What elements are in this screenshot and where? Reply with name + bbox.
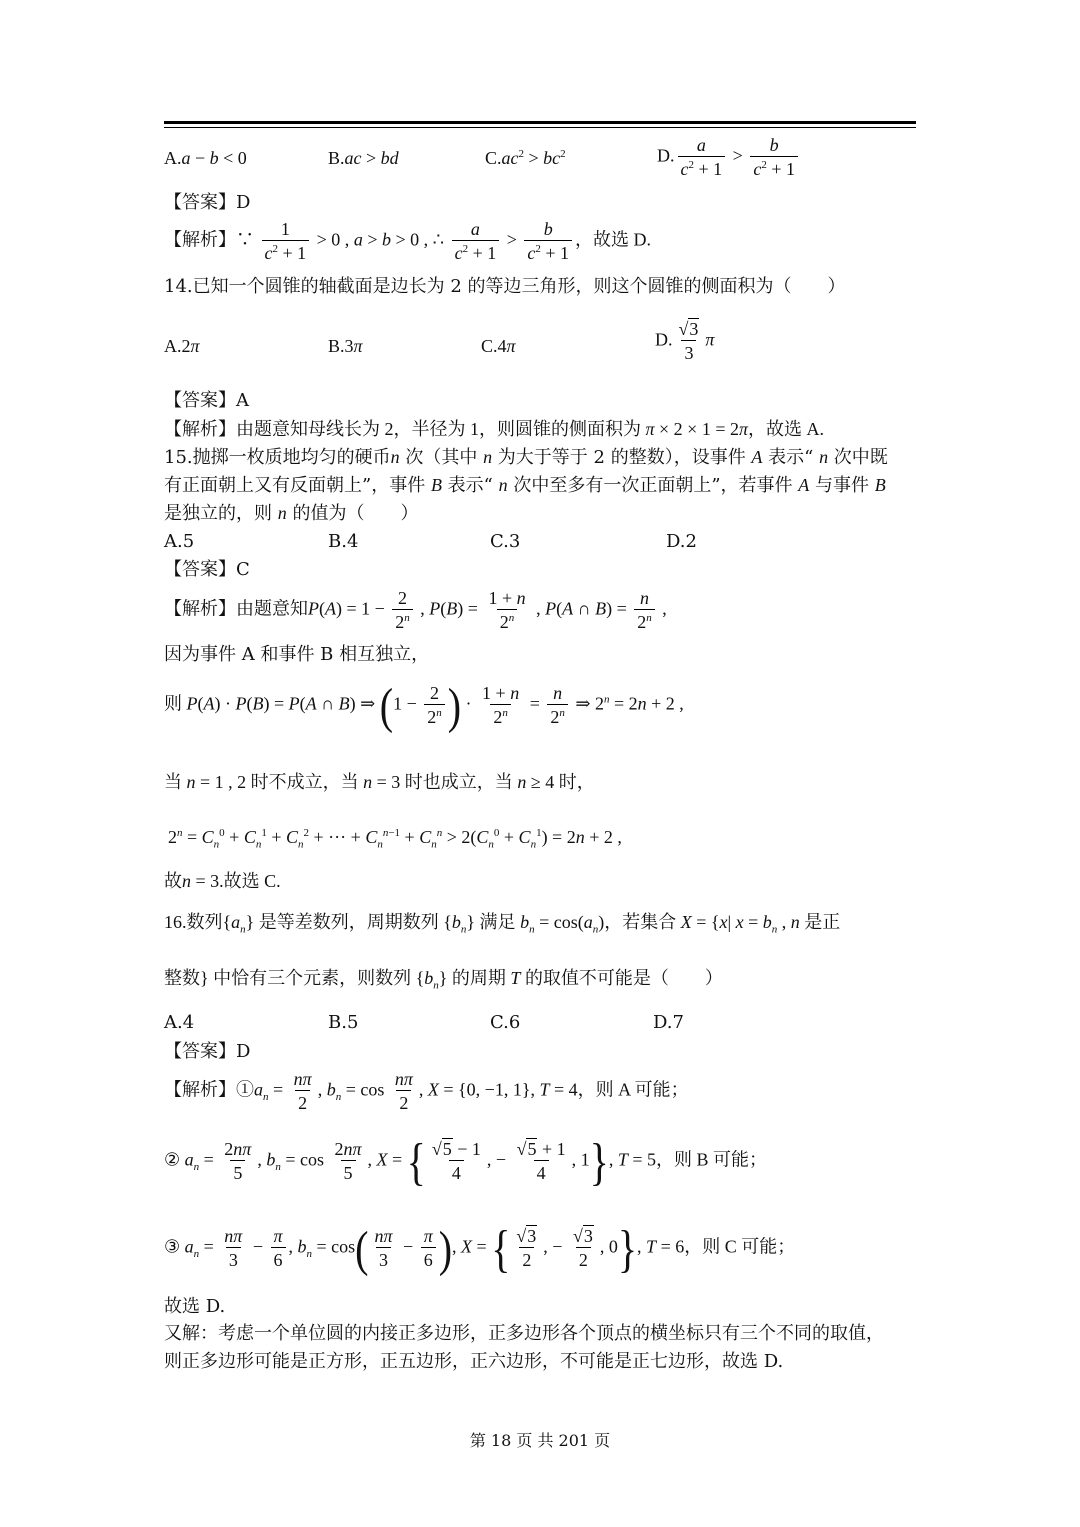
- q16-case2: ② $a_n$ = $\frac{2n\pi}{5}$ , $b_n = \cos$ $\frac{2n\pi}{5}$ , X = { $\frac{√5 - 1}{4}$ , − $\frac{√5 + 1}{4}$ , 1}, T = 5，则 B 可能；: [164, 1131, 768, 1191]
- q16-alt-line1: 又解：考虑一个单位圆的内接正多边形，正多边形各个顶点的横坐标只有三个不同的取值，: [164, 1323, 884, 1344]
- q15-option-a: A.5: [164, 531, 195, 552]
- q14-option-a: A.2π: [164, 336, 200, 356]
- q13-option-d: D. $\frac{a}{c^2 + 1}$ > $\frac{b}{c^2 + 1}$: [657, 134, 801, 181]
- q13-answer: 【答案】D: [164, 192, 251, 213]
- q16-case1: 【解析】$①a_n$ = $\frac{n\pi}{2}$ , $b_n = \cos$ $\frac{n\pi}{2}$ , X = {0, −1, 1}, T = 4，则 A 可能；: [164, 1069, 689, 1113]
- q13-option-c: $C.ac^2 > bc^2$: [485, 148, 566, 168]
- q15-analysis-line1: 【解析】由题意知P(A) = 1 − $\frac{2}{2^n}$ , P(B) = $\frac{1 + n}{2^n}$ , P(A ∩ B) = $\frac{n}{2^n}$ ,: [164, 588, 667, 632]
- q13-option-a: A.a − b < 0: [164, 148, 247, 168]
- q16-conclusion: 故选 D.: [164, 1296, 226, 1317]
- q14-answer: 【答案】A: [164, 390, 249, 411]
- q14-option-d: D. $\frac{√3}{3}$ π: [655, 319, 715, 363]
- q16-option-c: C.6: [490, 1012, 521, 1033]
- q14-option-b: B.3π: [328, 336, 363, 356]
- q15-options: [164, 530, 924, 554]
- q13-analysis: 【解析】∵ $\frac{1}{c^2 + 1}$ > 0 , a > b > 0 , ∴ $\frac{a}{c^2 + 1}$ > $\frac{b}{c^2 + 1}$ ，故选 D.: [164, 219, 652, 263]
- q14-options: [164, 318, 924, 374]
- header-rule-thin: [164, 127, 916, 128]
- q15-cases: 当 n = 1 , 2 时不成立，当 n = 3 时也成立，当 n ≥ 4 时，: [164, 772, 595, 792]
- q16-stem-line1: 16.数列$\{a_n\}$ 是等差数列，周期数列 $\{b_n\}$ 满足 $b_n = \cos(a_n)$，若集合 X = {x| $x = b_n$ , n 是正: [164, 912, 841, 936]
- q16-answer: 【答案】D: [164, 1041, 251, 1062]
- q16-option-b: B.5: [328, 1012, 359, 1033]
- q14-stem: 14.已知一个圆锥的轴截面是边长为 2 的等边三角形，则这个圆锥的侧面积为（ ）: [164, 276, 846, 297]
- q13-options: [164, 135, 924, 190]
- q16-option-d: D.7: [653, 1012, 684, 1033]
- q15-binomial: $2^n = C_n^0 + C_n^1 + C_n^2$ + ··· + $C_n^{n-1} + C_n^n > 2(C_n^0 + C_n^1) = 2n + 2$ ,: [168, 827, 622, 851]
- q15-conclusion: 故n = 3.故选 C.: [164, 871, 281, 891]
- q15-stem-line1: 15.抛掷一枚质地均匀的硬币n 次（其中 n 为大于等于 2 的整数），设事件 A 表示“ n 次中既: [164, 447, 888, 468]
- page-footer: 第 18 页 共 201 页: [469, 1431, 611, 1450]
- q15-independence: 因为事件 A 和事件 B 相互独立，: [164, 644, 430, 665]
- q15-option-d: D.2: [666, 531, 697, 552]
- q16-stem-line2: 整数} 中恰有三个元素，则数列 $\{b_n\}$ 的周期 T 的取值不可能是（ ）: [164, 968, 723, 992]
- q16-case3: ③ $a_n$ = $\frac{n\pi}{3}$ − $\frac{\pi}{6}$ , $b_n = \cos$( $\frac{n\pi}{3}$ − $\frac{\pi}{6}$ ), X = { $\frac{√3}{2}$ , − $\frac{√3}{2}$ , 0}, T = 6，则 C 可能；: [164, 1218, 796, 1278]
- q15-option-c: C.3: [490, 531, 521, 552]
- q16-options: [164, 1011, 924, 1035]
- q14-option-c: C.4π: [481, 336, 516, 356]
- q15-answer: 【答案】C: [164, 559, 250, 580]
- q13-option-b: B.ac > bd: [328, 148, 399, 168]
- q15-equation: 则 P(A) · P(B) = P(A ∩ B) ⇒ (1 − $\frac{2}{2^n}$ ) · $\frac{1 + n}{2^n}$ = $\frac{n}{2^n}$ ⇒ $2^n = 2n + 2$ ,: [164, 676, 684, 733]
- q14-analysis: 【解析】由题意知母线长为 2，半径为 1，则圆锥的侧面积为 π × 2 × 1 = 2π，故选 A.: [164, 419, 825, 439]
- header-rule-thick: [164, 121, 916, 124]
- q15-stem-line2: 有正面朝上又有反面朝上”，事件 B 表示“ n 次中至多有一次正面朝上”，若事件 A 与事件 B: [164, 475, 886, 496]
- q15-stem-line3: 是独立的，则 n 的值为（ ）: [164, 503, 419, 524]
- q16-alt-line2: 则正多边形可能是正方形，正五边形，正六边形，不可能是正七边形，故选 D.: [164, 1351, 784, 1372]
- q15-option-b: B.4: [328, 531, 359, 552]
- q16-option-a: A.4: [164, 1012, 195, 1033]
